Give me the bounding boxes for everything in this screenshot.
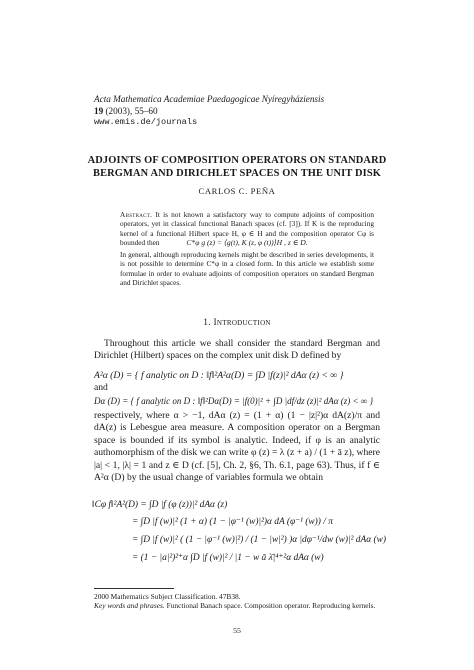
abstract-text-c: In general, although reproducing kernels might be described in series developments, it is not possible to determine C*φ in a closed form. In this article we establish some formulae in order to evaluate adjoints of composition operators on standard Bergman and Dirichlet spaces. [120,250,374,287]
abstract-text-a: It is not known a satisfactory way to compute adjoints of composition operators, yet in classical functional Banach spaces (cf. [3]). If K is the reproducing kernel of a functional Hilbert space H, φ ∈ H and the composition operator C [120,210,374,238]
footnote-msc: 2000 Mathematics Subject Classification. 47B38. [94,592,241,601]
keywords-label: Key words and phrases. [94,601,165,611]
paper-title [60,154,414,180]
abstract-formula: C*φ g (z) = ⟨g(t), K (z, φ (t))⟩H , z ∈ D. [186,238,308,247]
equation-bergman: A²α (D) = { f analytic on D : ‖f‖²A²α(D) = ∫D |f(z)|² dAα (z) < ∞ } [94,370,344,381]
page-number: 55 [233,626,241,635]
word-and: and [94,382,108,393]
equation-chain [92,500,392,570]
section-name: Introduction [213,318,271,328]
keywords-text: Functional Banach space. Composition operator. Reproducing kernels. [164,601,376,611]
footnote-rule [94,588,174,589]
footnote-keywords [94,601,380,610]
chain-line-4: = (1 − |a|²)²⁺α ∫D |f (w)|² / |1 − w ā λ̄|⁴⁺²α dAα (w) [132,553,324,563]
abstract-text-b: φ is bounded then [120,228,374,247]
footnote-block [94,592,380,610]
journal-volume [94,106,324,118]
volume-number: 19 [94,105,104,116]
title-line-2: BERGMAN AND DIRICHLET SPACES ON THE UNIT DISK [92,168,382,179]
volume-issue: (2003), 55–60 [103,105,158,116]
chain-line-2: = ∫D |f (w)|² (1 + α) (1 − |φ⁻¹ (w)|²)α dA (φ⁻¹ (w)) / π [132,517,333,527]
section-heading [60,318,414,328]
journal-name: Acta Mathematica Academiae Paedagogicae Nyíregyháziensis [94,94,325,104]
equation-dirichlet: Dα (D) = { f analytic on D : ‖f‖²Dα(D) = |f(0)|² + ∫D |df/dz (z)|² dAα (z) < ∞ } [94,396,374,406]
journal-header [94,94,324,129]
chain-line-3: = ∫D |f (w)|² ( (1 − |φ⁻¹ (w)|²) / (1 − |w|²) )α |dφ⁻¹/dw (w)|² dAα (w) [132,535,386,545]
chain-line-1: ‖Cφ f‖²A²(D) = ∫D |f (φ (z))|² dAα (z) [92,500,228,510]
title-line-1: ADJOINTS OF COMPOSITION OPERATORS ON STANDARD [87,155,387,166]
paragraph-1: Throughout this article we shall consider the standard Bergman and Dirichlet (Hilbert) spaces on the complex unit disk D defined by [94,338,380,362]
paragraph-2: respectively, where α > −1, dAα (z) = (1 + α) (1 − |z|²)α dA(z)/π and dA(z) is Lebesgue area measure. A composition operator on a Bergman space is bounded if its symbol is analytic. Indeed, if φ is an analytic authomorphism of the disk we can write φ (z) = λ (z + a) / (1 + ā z), where |a| < 1, |λ| = 1 and z ∈ D (cf. [5], Ch. 2, §6, Th. 6.1, page 63). Thus, if f ∈ A²α (D) by the usual change of variables formula we obtain [94,410,380,484]
section-number: 1. [203,318,214,328]
author-name: CARLOS C. PEÑA [198,186,276,196]
journal-url: www.emis.de/journals [94,117,198,128]
abstract-label: Abstract. [120,210,153,219]
